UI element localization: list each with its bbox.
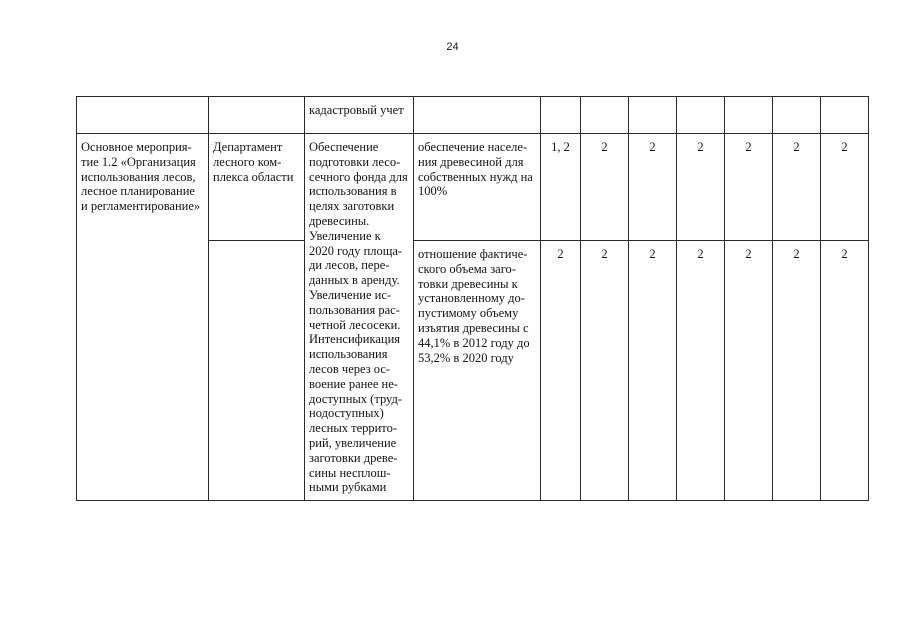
value-cell: 2 — [629, 241, 677, 501]
indicator-cell: обеспечение населе- ния древесиной для собственных нужд на 100% — [414, 134, 541, 241]
value-cell: 1, 2 — [541, 134, 581, 241]
value-cell: 2 — [677, 241, 725, 501]
value-cell: 2 — [581, 134, 629, 241]
page-number: 24 — [446, 41, 459, 53]
program-table — [76, 96, 869, 501]
table-row — [77, 134, 869, 241]
table-row — [77, 97, 869, 134]
value-cell: 2 — [821, 134, 869, 241]
measure-cell: Основное мероприя- тие 1.2 «Организация использования лесов, лесное планирование и регламентирование» — [77, 134, 209, 501]
empty-cell — [77, 97, 209, 134]
indicator-cell: отношение фактиче- ского объема заго- товки древесины к установленному до- пустимому объему изъятия древесины с 44,1% в 2012 году до 53,2% в 2020 году — [414, 241, 541, 501]
value-cell: 2 — [821, 241, 869, 501]
empty-cell — [821, 97, 869, 134]
value-cell: 2 — [725, 134, 773, 241]
empty-cell — [414, 97, 541, 134]
empty-cell — [725, 97, 773, 134]
empty-cell — [209, 97, 305, 134]
empty-cell — [541, 97, 581, 134]
executor-cell: Департамент лесного ком- плекса области — [209, 134, 305, 241]
empty-cell — [677, 97, 725, 134]
empty-cell — [773, 97, 821, 134]
description-cell: Обеспечение подготовки лесо- сечного фонда для использования в целях заготовки древесины. Увеличение к 2020 году площа- ди лесов, пере- данных в аренду. Увеличение ис- пользования рас- четной лесосеки. Интенсификация использования лесов через ос- воение ранее не- доступных (труд- нодоступных) лесных террито- рий, увеличение заготовки древе- сины несплош- ными рубками — [305, 134, 414, 501]
value-cell: 2 — [725, 241, 773, 501]
empty-cell — [209, 241, 305, 501]
value-cell: 2 — [541, 241, 581, 501]
empty-cell — [581, 97, 629, 134]
value-cell: 2 — [677, 134, 725, 241]
value-cell: 2 — [773, 134, 821, 241]
empty-cell — [629, 97, 677, 134]
description-cell: кадастровый учет — [305, 97, 414, 134]
value-cell: 2 — [581, 241, 629, 501]
value-cell: 2 — [773, 241, 821, 501]
value-cell: 2 — [629, 134, 677, 241]
